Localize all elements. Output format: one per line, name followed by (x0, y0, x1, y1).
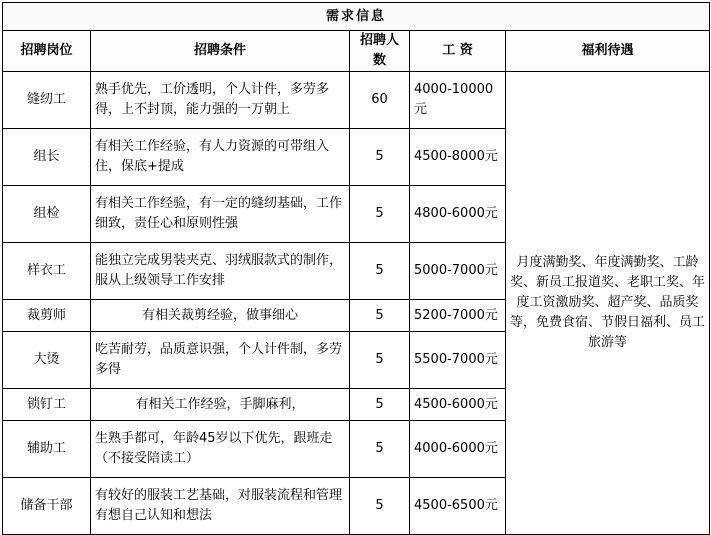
position-cell: 样衣工 (3, 243, 91, 300)
salary-cell: 4800-6000元 (410, 186, 506, 243)
salary-cell: 5500-7000元 (410, 332, 506, 389)
salary-cell: 4500-8000元 (410, 129, 506, 186)
count-cell: 5 (350, 243, 410, 300)
benefits-cell: 月度满勤奖、年度满勤奖、工龄奖、新员工报道奖、老职工奖、年度工资激励奖、超产奖、品质奖等，免费食宿、节假日福利、员工旅游等 (506, 72, 710, 535)
count-cell: 60 (350, 72, 410, 129)
position-cell: 储备干部 (3, 478, 91, 535)
position-cell: 组检 (3, 186, 91, 243)
header-position: 招聘岗位 (3, 31, 91, 72)
requirements-cell: 有相关工作经验，有人力资源的可带组入住，保底+提成 (91, 129, 350, 186)
header-row (3, 31, 710, 72)
requirements-cell: 有相关裁剪经验，做事细心 (91, 300, 350, 332)
count-cell: 5 (350, 186, 410, 243)
count-cell: 5 (350, 421, 410, 478)
salary-cell: 4000-6000元 (410, 421, 506, 478)
header-benefits: 福利待遇 (506, 31, 710, 72)
requirements-cell: 有相关工作经验，手脚麻利， (91, 389, 350, 421)
header-count: 招聘人数 (350, 31, 410, 72)
salary-cell: 4000-10000元 (410, 72, 506, 129)
requirements-cell: 有较好的服装工艺基础，对服装流程和管理有想自己认知和想法 (91, 478, 350, 535)
title-row (3, 3, 710, 31)
position-cell: 缝纫工 (3, 72, 91, 129)
position-cell: 辅助工 (3, 421, 91, 478)
count-cell: 5 (350, 129, 410, 186)
salary-cell: 4500-6000元 (410, 389, 506, 421)
position-cell: 大烫 (3, 332, 91, 389)
recruitment-table (2, 2, 710, 535)
table-title: 需求信息 (3, 3, 710, 31)
count-cell: 5 (350, 478, 410, 535)
count-cell: 5 (350, 300, 410, 332)
salary-cell: 4500-6500元 (410, 478, 506, 535)
position-cell: 组长 (3, 129, 91, 186)
salary-cell: 5000-7000元 (410, 243, 506, 300)
position-cell: 锁钉工 (3, 389, 91, 421)
requirements-cell: 有相关工作经验，有一定的缝纫基础，工作细致，责任心和原则性强 (91, 186, 350, 243)
count-cell: 5 (350, 332, 410, 389)
requirements-cell: 能独立完成男装夹克、羽绒服款式的制作，服从上级领导工作安排 (91, 243, 350, 300)
count-cell: 5 (350, 389, 410, 421)
header-requirements: 招聘条件 (91, 31, 350, 72)
requirements-cell: 熟手优先，工价透明，个人计件，多劳多得，上不封顶，能力强的一万朝上 (91, 72, 350, 129)
position-cell: 裁剪师 (3, 300, 91, 332)
requirements-cell: 吃苦耐劳，品质意识强，个人计件制，多劳多得 (91, 332, 350, 389)
requirements-cell: 生熟手都可，年龄45岁以下优先，跟班走（不接受陪读工） (91, 421, 350, 478)
table-row (3, 72, 710, 129)
header-salary: 工 资 (410, 31, 506, 72)
salary-cell: 5200-7000元 (410, 300, 506, 332)
